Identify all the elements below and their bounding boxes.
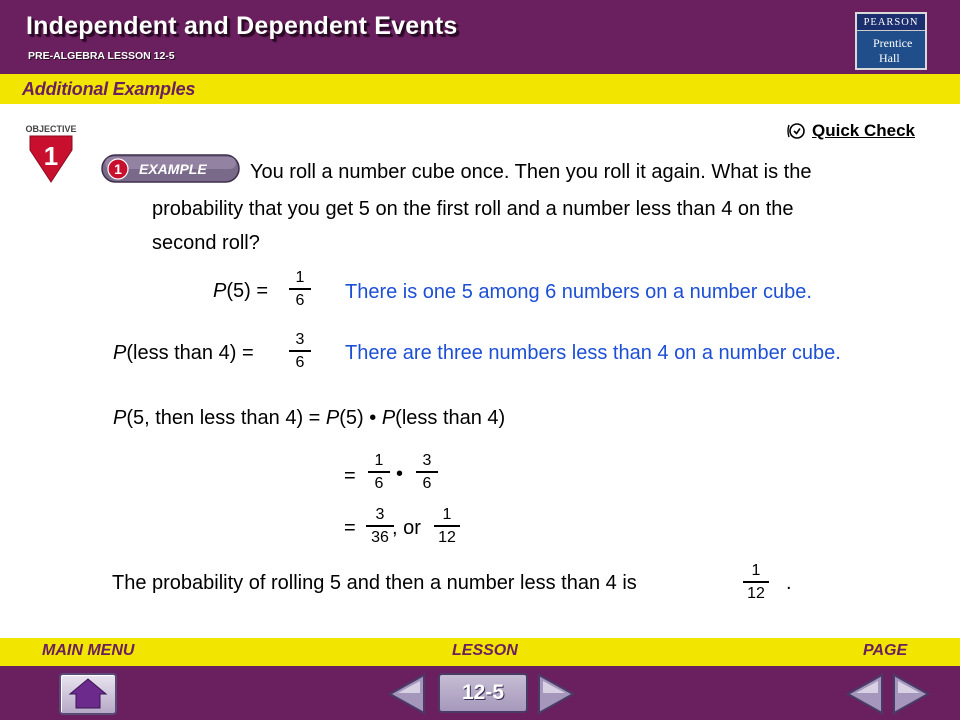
example-number: 1 <box>114 161 122 177</box>
conclusion-numerator: 1 <box>751 562 761 579</box>
eq2-b-denominator: 12 <box>438 528 456 546</box>
footer-band <box>0 638 960 666</box>
p5-fraction <box>289 268 311 310</box>
lesson-subtitle: PRE-ALGEBRA LESSON 12-5 <box>28 50 175 62</box>
pearson-logo <box>855 12 927 70</box>
conclusion-period: . <box>786 572 792 594</box>
quick-check-link[interactable] <box>786 119 915 143</box>
eq2-fraction-b <box>434 505 460 547</box>
p5-denominator: 6 <box>295 291 305 309</box>
logo-line1: Prentice <box>873 36 913 50</box>
eq1-b-denominator: 6 <box>422 474 432 492</box>
conclusion-text: The probability of rolling 5 and then a number less than 4 is <box>112 572 637 594</box>
objective-label: OBJECTIVE <box>25 124 77 134</box>
quick-check-icon <box>786 121 806 141</box>
section-banner <box>0 74 960 104</box>
eq1-fraction-b <box>416 451 438 493</box>
eq2-equals: = <box>344 517 356 539</box>
lesson-label: LESSON <box>452 642 518 659</box>
main-menu-label: MAIN MENU <box>42 642 135 659</box>
banner-label: Additional Examples <box>22 79 196 99</box>
p5-note: There is one 5 among 6 numbers on a number cube. <box>345 281 812 303</box>
lesson-next-button[interactable] <box>533 671 579 717</box>
problem-line-1: You roll a number cube once. Then you roll it again. What is the <box>250 161 812 183</box>
logo-line2: Hall <box>879 51 900 65</box>
eq1-dot: • <box>396 463 404 485</box>
page-next-button[interactable] <box>888 671 934 717</box>
eq2-a-denominator: 36 <box>371 528 389 546</box>
header-bar <box>0 0 960 74</box>
page-prev-button[interactable] <box>842 671 888 717</box>
objective-number: 1 <box>43 141 59 171</box>
eq2-b-numerator: 1 <box>442 506 452 523</box>
objective-badge <box>16 124 86 184</box>
pless-note: There are three numbers less than 4 on a number cube. <box>345 342 841 364</box>
eq2-a-numerator: 3 <box>375 506 385 523</box>
main-menu-button[interactable] <box>59 673 117 715</box>
pless-numerator: 3 <box>295 331 305 348</box>
example-badge-icon <box>101 153 240 184</box>
eq1-a-denominator: 6 <box>374 474 384 492</box>
p5-numerator: 1 <box>295 269 305 286</box>
logo-top-text: PEARSON <box>857 14 925 31</box>
problem-line-2: probability that you get 5 on the first roll and a number less than 4 on the <box>152 198 794 220</box>
eq2-fraction-a <box>366 505 394 547</box>
quick-check-label: Quick Check <box>812 121 915 140</box>
pless-fraction <box>289 330 311 372</box>
combined-equation: P(5, then less than 4) = P(5) • P(less than 4) <box>113 407 506 429</box>
conclusion-fraction <box>743 561 769 603</box>
lesson-prev-button[interactable] <box>384 671 430 717</box>
objective-shield-icon <box>16 124 86 184</box>
eq1-b-numerator: 3 <box>422 452 432 469</box>
conclusion-denominator: 12 <box>747 584 765 602</box>
eq1-a-numerator: 1 <box>374 452 384 469</box>
lesson-code-badge: 12-5 <box>438 673 528 713</box>
home-icon <box>61 675 115 713</box>
eq1-fraction-a <box>368 451 390 493</box>
page-title: Independent and Dependent Events <box>26 12 458 40</box>
pless-label: P(less than 4) = <box>113 342 254 364</box>
pless-denominator: 6 <box>295 353 305 371</box>
example-label: EXAMPLE <box>139 161 207 177</box>
eq2-or: , or <box>392 517 421 539</box>
page-label: PAGE <box>863 642 908 659</box>
problem-line-3: second roll? <box>152 232 260 254</box>
p5-label: P(5) = <box>213 280 269 302</box>
eq1-equals: = <box>344 465 356 487</box>
